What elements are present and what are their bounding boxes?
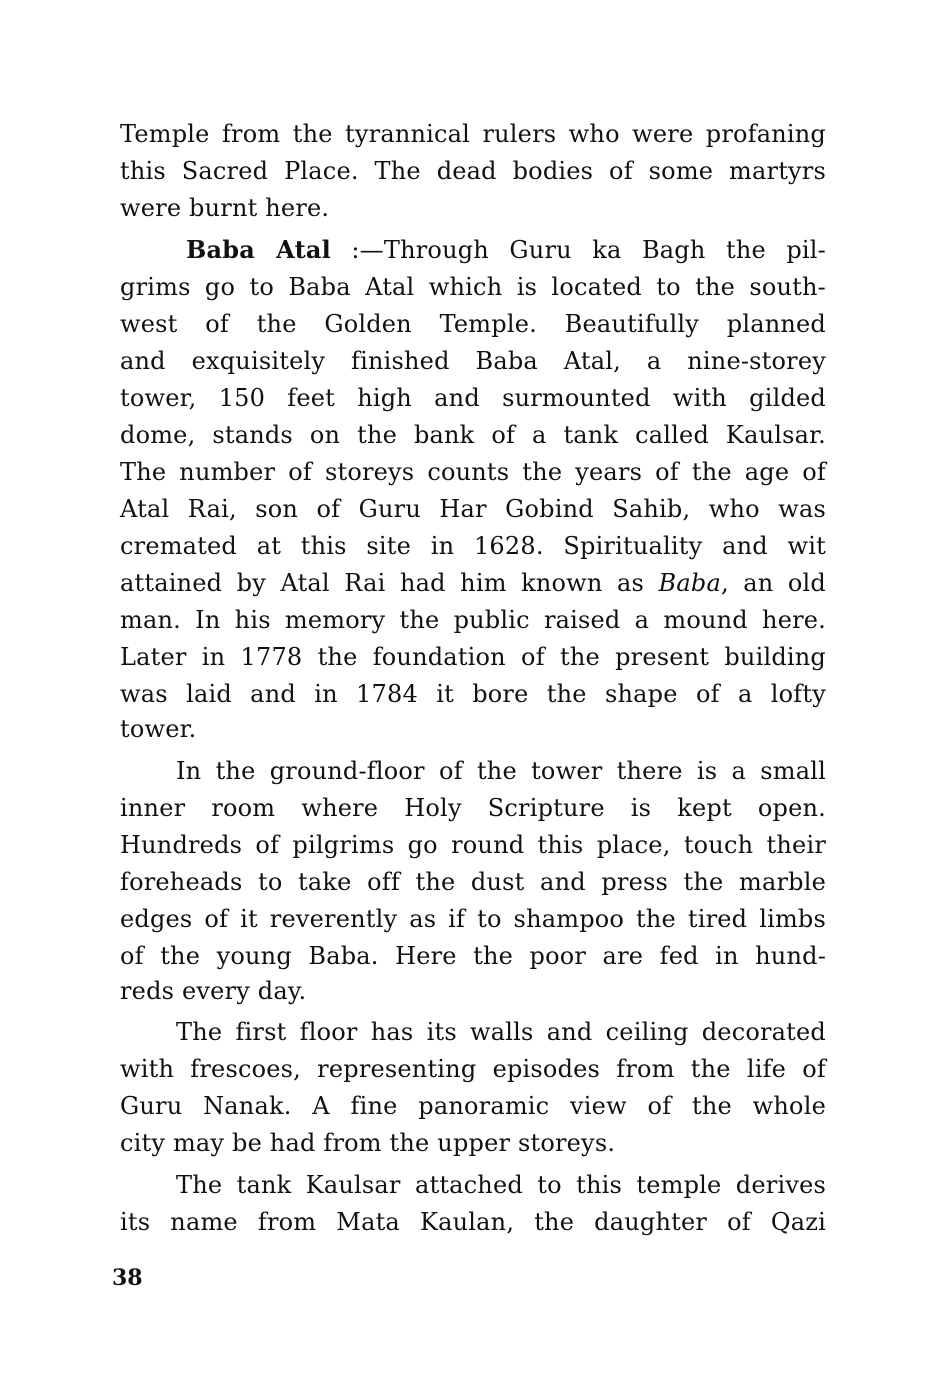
text-span: , an old: [720, 569, 826, 597]
text-line: dome, stands on the bank of a tank called Kaulsar.: [120, 421, 826, 449]
text-line: foreheads to take off the dust and press the marble: [120, 868, 826, 896]
text-line: inner room where Holy Scripture is kept open.: [120, 794, 826, 822]
text-line: edges of it reverently as if to shampoo the tired limbs: [120, 905, 826, 933]
text-line: The first floor has its walls and ceiling decorated: [176, 1018, 826, 1046]
text-line: In the ground-floor of the tower there is a small: [176, 757, 826, 785]
heading-line-text: :—Through Guru ka Bagh the pil-: [330, 236, 826, 264]
text-line: The tank Kaulsar attached to this temple derives: [176, 1171, 826, 1199]
text-line: [120, 565, 826, 601]
text-line: cremated at this site in 1628. Spirituality and wit: [120, 532, 826, 560]
section-heading-term: Baba Atal: [186, 235, 331, 264]
text-line: grims go to Baba Atal which is located to the south-: [120, 273, 826, 301]
text-line: tower, 150 feet high and surmounted with gilded: [120, 384, 826, 412]
text-line: was laid and in 1784 it bore the shape of a lofty: [120, 680, 826, 708]
text-line: [186, 232, 826, 268]
text-line: its name from Mata Kaulan, the daughter of Qazi: [120, 1208, 826, 1236]
text-line: reds every day.: [120, 977, 307, 1005]
italic-term-baba: Baba: [658, 569, 721, 597]
text-line: were burnt here.: [120, 194, 330, 222]
text-line: Hundreds of pilgrims go round this place, touch their: [120, 831, 826, 859]
text-line: tower.: [120, 715, 197, 743]
text-line: Guru Nanak. A fine panoramic view of the whole: [120, 1092, 826, 1120]
page-number: 38: [112, 1265, 143, 1291]
text-line: with frescoes, representing episodes from the life of: [120, 1055, 826, 1083]
text-line: city may be had from the upper storeys.: [120, 1129, 616, 1157]
text-line: man. In his memory the public raised a mound here.: [120, 606, 826, 634]
text-line: Atal Rai, son of Guru Har Gobind Sahib, who was: [120, 495, 826, 523]
text-span: attained by Atal Rai had him known as: [120, 569, 659, 597]
text-line: of the young Baba. Here the poor are fed in hund-: [120, 942, 826, 970]
text-line: The number of storeys counts the years of the age of: [120, 458, 826, 486]
text-line: west of the Golden Temple. Beautifully planned: [120, 310, 826, 338]
text-line: Later in 1778 the foundation of the present building: [120, 643, 826, 671]
text-line: and exquisitely finished Baba Atal, a nine-storey: [120, 347, 826, 375]
text-line: Temple from the tyrannical rulers who were profaning: [120, 120, 826, 148]
text-line: this Sacred Place. The dead bodies of some martyrs: [120, 157, 826, 185]
